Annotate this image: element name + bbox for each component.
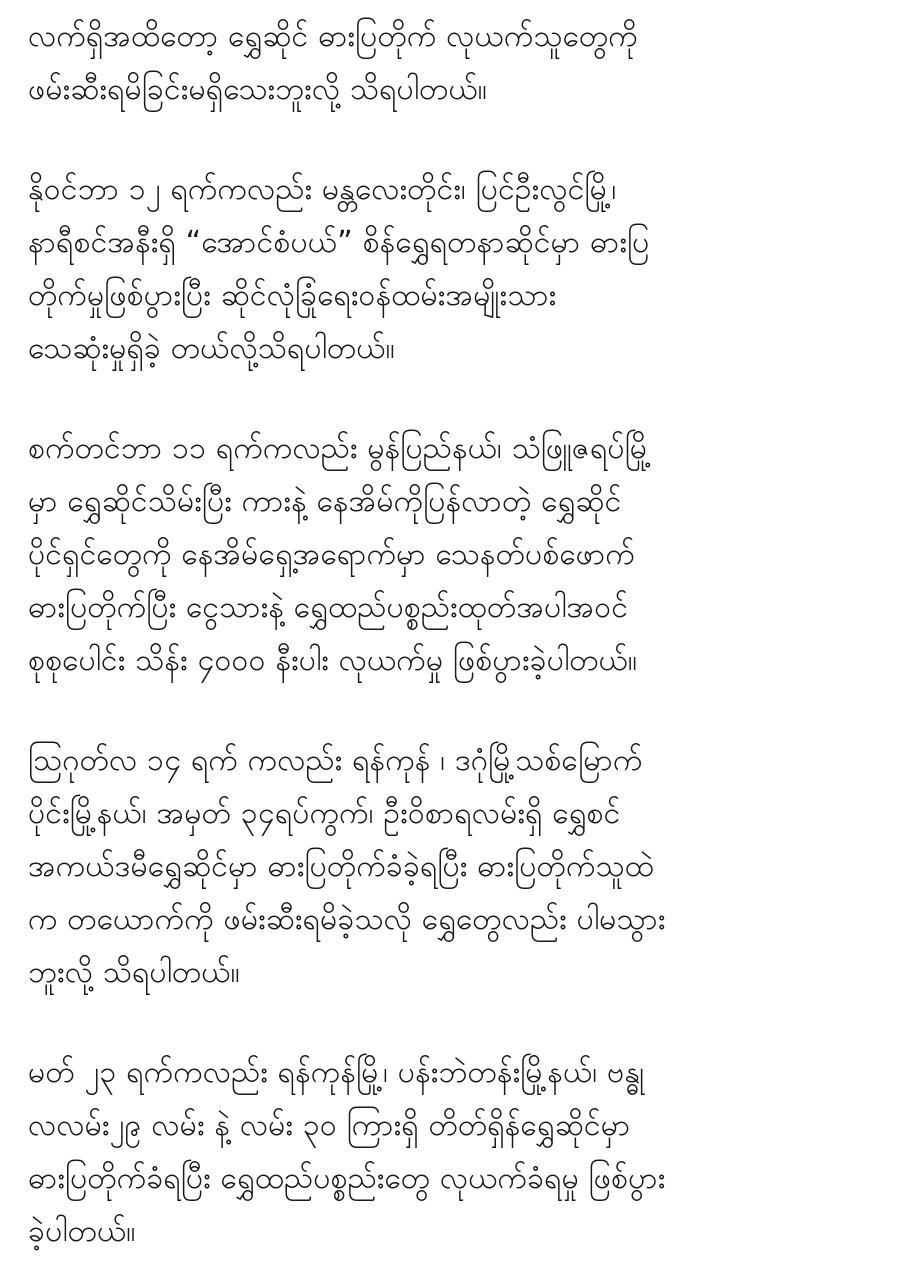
text-line: ဓားပြတိုက်ပြီး ငွေသားနဲ့ ရွှေထည်ပစ္စည်းထုတ်အပါအဝင် bbox=[28, 590, 629, 625]
text-line: စုစုပေါင်း သိန်း ၄၀၀၀ နီးပါး လုယက်မှု ဖြစ်ပွားခဲ့ပါတယ်။ bbox=[28, 643, 638, 678]
text-line: ဓားပြတိုက်ခံရပြီး ရွှေထည်ပစ္စည်းတွေ လုယက်ခံရမှု ဖြစ်ပွား bbox=[28, 1161, 666, 1196]
text-line: ပိုင်းမြို့နယ်၊ အမှတ် ၃၄ရပ်ကွက်၊ ဦးဝိစာရလမ်းရှိ ရွှေစင် bbox=[28, 796, 621, 831]
paragraph-no-arrests bbox=[28, 10, 878, 116]
paragraph-dagon-robbery bbox=[28, 734, 878, 999]
paragraph-thanbyuzayat-robbery bbox=[28, 422, 878, 687]
text-line: ဩဂုတ်လ ၁၄ ရက် ကလည်း ရန်ကုန် ၊ ဒဂုံမြို့သစ်မြောက် bbox=[28, 743, 643, 778]
text-line: စက်တင်ဘာ ၁၁ ရက်ကလည်း မွန်ပြည်နယ်၊ သံဖြူဇရပ်မြို့ bbox=[28, 431, 652, 466]
text-line: တိုက်မှုဖြစ်ပွားပြီး ဆိုင်လုံခြုံရေးဝန်ထမ်းအမျိုးသား bbox=[28, 278, 557, 313]
paragraph-pabedan-robbery bbox=[28, 1046, 878, 1258]
text-line: လလမ်း၂၉ လမ်း နဲ့ လမ်း ၃၀ ကြားရှိ တိတ်ရှိန်ရွှေဆိုင်မှာ bbox=[28, 1108, 631, 1143]
text-line: လက်ရှိအထိတော့ ရွှေဆိုင် ဓားပြတိုက် လုယက်သူတွေကို bbox=[28, 19, 638, 54]
text-line: ဖမ်းဆီးရမိခြင်းမရှိသေးဘူးလို့ သိရပါတယ်။ bbox=[28, 72, 488, 107]
text-line: ခဲ့ပါတယ်။ bbox=[28, 1214, 136, 1249]
news-article-body bbox=[28, 10, 878, 1280]
text-line: သေဆုံးမှုရှိခဲ့ တယ်လို့သိရပါတယ်။ bbox=[28, 331, 395, 366]
text-line: မှာ ရွှေဆိုင်သိမ်းပြီး ကားနဲ့ နေအိမ်ကိုပြန်လာတဲ့ ရွှေဆိုင် bbox=[28, 484, 622, 519]
text-line: မတ် ၂၃ ရက်ကလည်း ရန်ကုန်မြို့၊ ပန်းဘဲတန်းမြို့နယ်၊ ဗန္ဓု bbox=[28, 1055, 645, 1090]
text-line: နာရီစင်အနီးရှိ “အောင်စံပယ်” စိန်ရွှေရတနာဆိုင်မှာ ဓားပြ bbox=[28, 225, 650, 260]
paragraph-pyin-oo-lwin-robbery bbox=[28, 163, 878, 375]
text-line: နိုဝင်ဘာ ၁၂ ရက်ကလည်း မန္တလေးတိုင်း၊ ပြင်ဦးလွင်မြို့၊ bbox=[28, 172, 617, 207]
text-line: ဘူးလို့ သိရပါတယ်။ bbox=[28, 955, 240, 990]
text-line: က တယောက်ကို ဖမ်းဆီးရမိခဲ့သလို ရွှေတွေလည်း ပါမသွား bbox=[28, 902, 666, 937]
text-line: ပိုင်ရှင်တွေကို နေအိမ်ရှေ့အရောက်မှာ သေနတ်ပစ်ဖောက် bbox=[28, 537, 635, 572]
text-line: အကယ်ဒမီရွှေဆိုင်မှာ ဓားပြတိုက်ခံခဲ့ရပြီး ဓားပြတိုက်သူထဲ bbox=[28, 849, 654, 884]
